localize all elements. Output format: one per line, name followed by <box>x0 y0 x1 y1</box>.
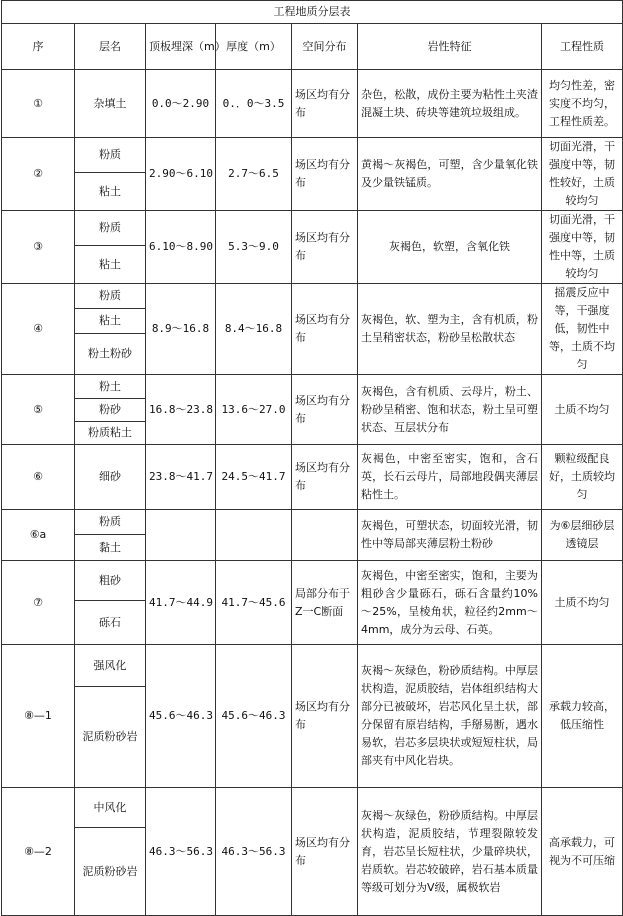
top-depth: 45.6～46.3 <box>146 645 216 788</box>
layer-name: 粗砂 <box>75 561 146 601</box>
layer-id: ⑤ <box>2 375 75 445</box>
layer-name: 砾石 <box>75 601 146 645</box>
table-title: 工程地质分层表 <box>2 1 623 24</box>
lithology: 灰褐色，含有机质、云母片，粉土、粉砂呈稍密、饱和状态，粉土呈可塑状态、互层状分布 <box>358 375 542 445</box>
thickness <box>216 510 292 561</box>
lithology: 灰褐色，软、塑为主，含有机质，粉土呈稍密状态，粉砂呈松散状态 <box>358 284 542 375</box>
thickness: 45.6～46.3 <box>216 645 292 788</box>
property: 土质不均匀 <box>542 375 623 445</box>
lithology: 灰褐～灰绿色，粉砂质结构。中厚层状构造，泥质胶结，节理裂隙较发育，岩芯呈长短柱状，少量碎块状，岩质软。岩芯较破碎，岩石基本质量等级可划分为Ⅴ级，属极软岩 <box>358 788 542 916</box>
property: 土质不均匀 <box>542 561 623 645</box>
thickness: 2.7～6.5 <box>216 138 292 211</box>
distribution <box>292 510 358 561</box>
distribution: 场区均有分布 <box>292 375 358 445</box>
layer-id: ② <box>2 138 75 211</box>
header-lithology: 岩性特征 <box>358 24 542 70</box>
distribution: 场区均有分布 <box>292 788 358 916</box>
layer-name: 泥质粉砂岩 <box>75 828 146 916</box>
lithology: 灰褐色，中密至密实，饱和，含石英，长石云母片，局部地段偶夹薄层粘性土。 <box>358 445 542 510</box>
top-depth: 6.10～8.90 <box>146 211 216 284</box>
layer-name: 强风化 <box>75 645 146 687</box>
layer-id: ① <box>2 70 75 138</box>
layer-name: 粉质粘土 <box>75 422 146 445</box>
thickness: 13.6～27.0 <box>216 375 292 445</box>
lithology: 灰褐～灰绿色，粉砂质结构。中厚层状构造，泥质胶结，岩体组织结构大部分已被破坏，岩芯风化呈土状，部分保留有原岩结构，手掰易断，遇水易软，岩芯多层块状或短短柱状，局部夹有中风化岩块。 <box>358 645 542 788</box>
property: 均匀性差，密实度不均匀，工程性质差。 <box>542 70 623 138</box>
header-top-depth: 顶板埋深（m） <box>146 24 216 70</box>
layer-name: 粉土 <box>75 375 146 399</box>
distribution: 场区均有分布 <box>292 70 358 138</box>
layer-id: ⑧—1 <box>2 645 75 788</box>
thickness: 5.3～9.0 <box>216 211 292 284</box>
layer-name: 泥质粉砂岩 <box>75 687 146 788</box>
property: 切面光滑，干强度中等，韧性中等，土质较均匀 <box>542 211 623 284</box>
distribution: 场区均有分布 <box>292 445 358 510</box>
thickness: 46.3～56.3 <box>216 788 292 916</box>
property: 高承载力，可视为不可压缩 <box>542 788 623 916</box>
header-distribution: 空间分布 <box>292 24 358 70</box>
layer-name: 粘土 <box>75 309 146 334</box>
header-property: 工程性质 <box>542 24 623 70</box>
layer-name: 细砂 <box>75 445 146 510</box>
layer-name: 粉质 <box>75 138 146 173</box>
table-row <box>2 788 623 828</box>
layer-id: ④ <box>2 284 75 375</box>
layer-name: 粉质 <box>75 211 146 246</box>
header-layer-name: 层名 <box>75 24 146 70</box>
top-depth: 46.3～56.3 <box>146 788 216 916</box>
layer-id: ⑦ <box>2 561 75 645</box>
distribution: 局部分布于Z一C断面 <box>292 561 358 645</box>
top-depth <box>146 510 216 561</box>
layer-name: 杂填土 <box>75 70 146 138</box>
table-row <box>2 284 623 309</box>
layer-name: 粘土 <box>75 173 146 211</box>
distribution: 场区均有分布 <box>292 211 358 284</box>
table-row <box>2 211 623 246</box>
layer-id: ⑥ <box>2 445 75 510</box>
property: 为⑥层细砂层透镜层 <box>542 510 623 561</box>
lithology: 黄褐～灰褐色，可塑，含少量氧化铁及少量铁锰质。 <box>358 138 542 211</box>
table-row <box>2 445 623 510</box>
top-depth: 23.8～41.7 <box>146 445 216 510</box>
layer-name: 粉砂 <box>75 399 146 422</box>
header-seq: 序 <box>2 24 75 70</box>
lithology: 灰褐色，中密至密实，饱和，主要为粗砂含少量砾石，砾石含量约10%～25%，呈棱角状，粒径约2mm～4mm，成分为云母、石英。 <box>358 561 542 645</box>
top-depth: 16.8～23.8 <box>146 375 216 445</box>
table-title-row <box>2 1 623 24</box>
layer-name: 粉土粉砂 <box>75 334 146 375</box>
property: 承载力较高，低压缩性 <box>542 645 623 788</box>
layer-name: 粘土 <box>75 246 146 284</box>
lithology: 灰褐色，可塑状态，切面较光滑，韧性中等局部夹薄层粉土粉砂 <box>358 510 542 561</box>
thickness: 0.．0～3.5 <box>216 70 292 138</box>
lithology: 杂色，松散，成份主要为粘性土夹渣混凝土块、砖块等建筑垃圾组成。 <box>358 70 542 138</box>
header-row <box>2 24 623 70</box>
top-depth: 41.7～44.9 <box>146 561 216 645</box>
layer-id: ⑥a <box>2 510 75 561</box>
layer-name: 中风化 <box>75 788 146 828</box>
top-depth: 2.90～6.10 <box>146 138 216 211</box>
table-row <box>2 645 623 687</box>
geology-layer-table <box>1 0 623 916</box>
layer-name: 粉质 <box>75 510 146 535</box>
thickness: 41.7～45.6 <box>216 561 292 645</box>
top-depth: 8.9～16.8 <box>146 284 216 375</box>
property: 颗粒级配良好，土质较均匀 <box>542 445 623 510</box>
layer-name: 黏土 <box>75 535 146 561</box>
distribution: 场区均有分布 <box>292 284 358 375</box>
lithology: 灰褐色，软塑，含氧化铁 <box>358 211 542 284</box>
layer-id: ⑧—2 <box>2 788 75 916</box>
thickness: 8.4～16.8 <box>216 284 292 375</box>
table-row <box>2 70 623 138</box>
top-depth: 0.0～2.90 <box>146 70 216 138</box>
layer-name: 粉质 <box>75 284 146 309</box>
table-row <box>2 561 623 601</box>
property: 切面光滑，干强度中等，韧性较好，土质较均匀 <box>542 138 623 211</box>
table-row <box>2 510 623 535</box>
header-thickness: 厚度（m） <box>216 24 292 70</box>
distribution: 场区均有分布 <box>292 645 358 788</box>
table-row <box>2 375 623 399</box>
property: 摇震反应中等，干强度低，韧性中等，土质不均匀 <box>542 284 623 375</box>
distribution: 场区均有分布 <box>292 138 358 211</box>
table-row <box>2 138 623 173</box>
layer-id: ③ <box>2 211 75 284</box>
thickness: 24.5～41.7 <box>216 445 292 510</box>
